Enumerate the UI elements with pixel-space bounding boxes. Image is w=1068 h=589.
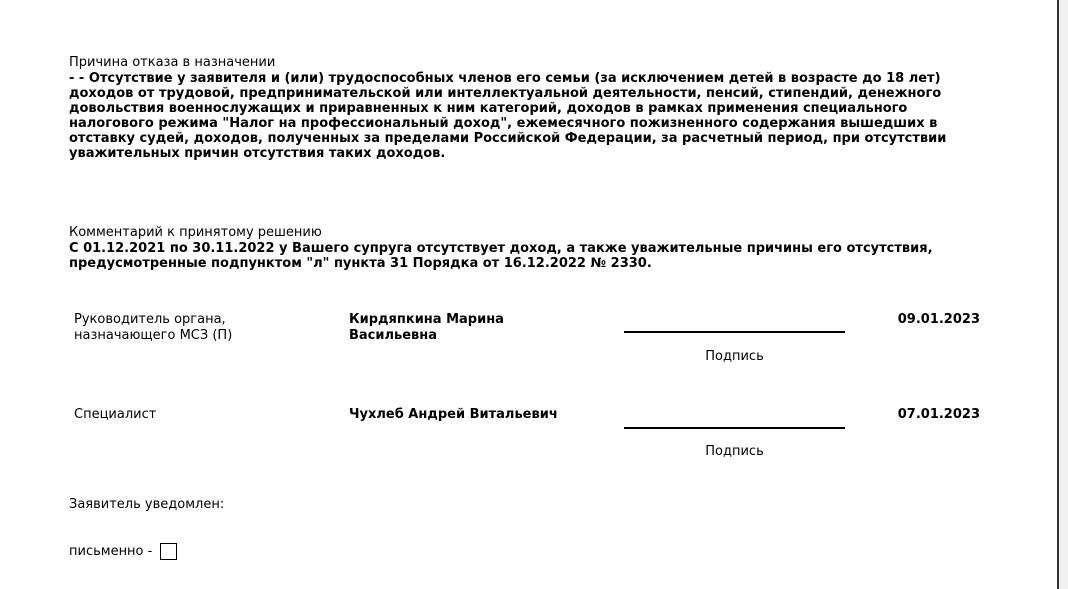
signature-date: 09.01.2023 (897, 312, 980, 327)
signature-line (624, 331, 845, 333)
signer-role: Специалист (74, 407, 157, 422)
applicant-notified-label: Заявитель уведомлен: (69, 497, 225, 512)
signature-caption: Подпись (705, 349, 764, 364)
viewer-background (1059, 0, 1068, 589)
signature-date: 07.01.2023 (897, 407, 980, 422)
decision-comment-text: С 01.12.2021 по 30.11.2022 у Вашего супруга отсутствует доход, а также уважительные причины его отсутствия, предусмотренные подпунктом "л" пункта 31 Порядка от 16.12.2022 № 2330. (69, 241, 933, 271)
written-notification-row (69, 543, 177, 560)
signature-line (624, 427, 845, 429)
decision-comment-label: Комментарий к принятому решению (69, 225, 322, 240)
signer-name: Кирдяпкина Марина Васильевна (349, 312, 504, 343)
written-notification-label: письменно - (69, 543, 153, 559)
signer-role: Руководитель органа, назначающего МСЗ (П) (74, 312, 233, 343)
refusal-reason-label: Причина отказа в назначении (69, 55, 276, 70)
written-notification-checkbox[interactable] (160, 543, 177, 560)
signature-caption: Подпись (705, 444, 764, 459)
signer-name: Чухлеб Андрей Витальевич (349, 407, 558, 422)
refusal-reason-text: - - Отсутствие у заявителя и (или) трудоспособных членов его семьи (за исключением детей в возрасте до 18 лет) доходов от трудовой, предпринимательской или интеллектуальной деятельности, пенсий, стипендий, денежного довольствия военнослужащих и приравненных к ним категорий, доходов в рамках применения специального налогового режима "Налог на профессиональный доход", ежемесячного пожизненного содержания вышедших в отставку судей, доходов, полученных за пределами Российской Федерации, за расчетный период, при отсутствии уважительных причин отсутствия таких доходов. (69, 71, 947, 161)
